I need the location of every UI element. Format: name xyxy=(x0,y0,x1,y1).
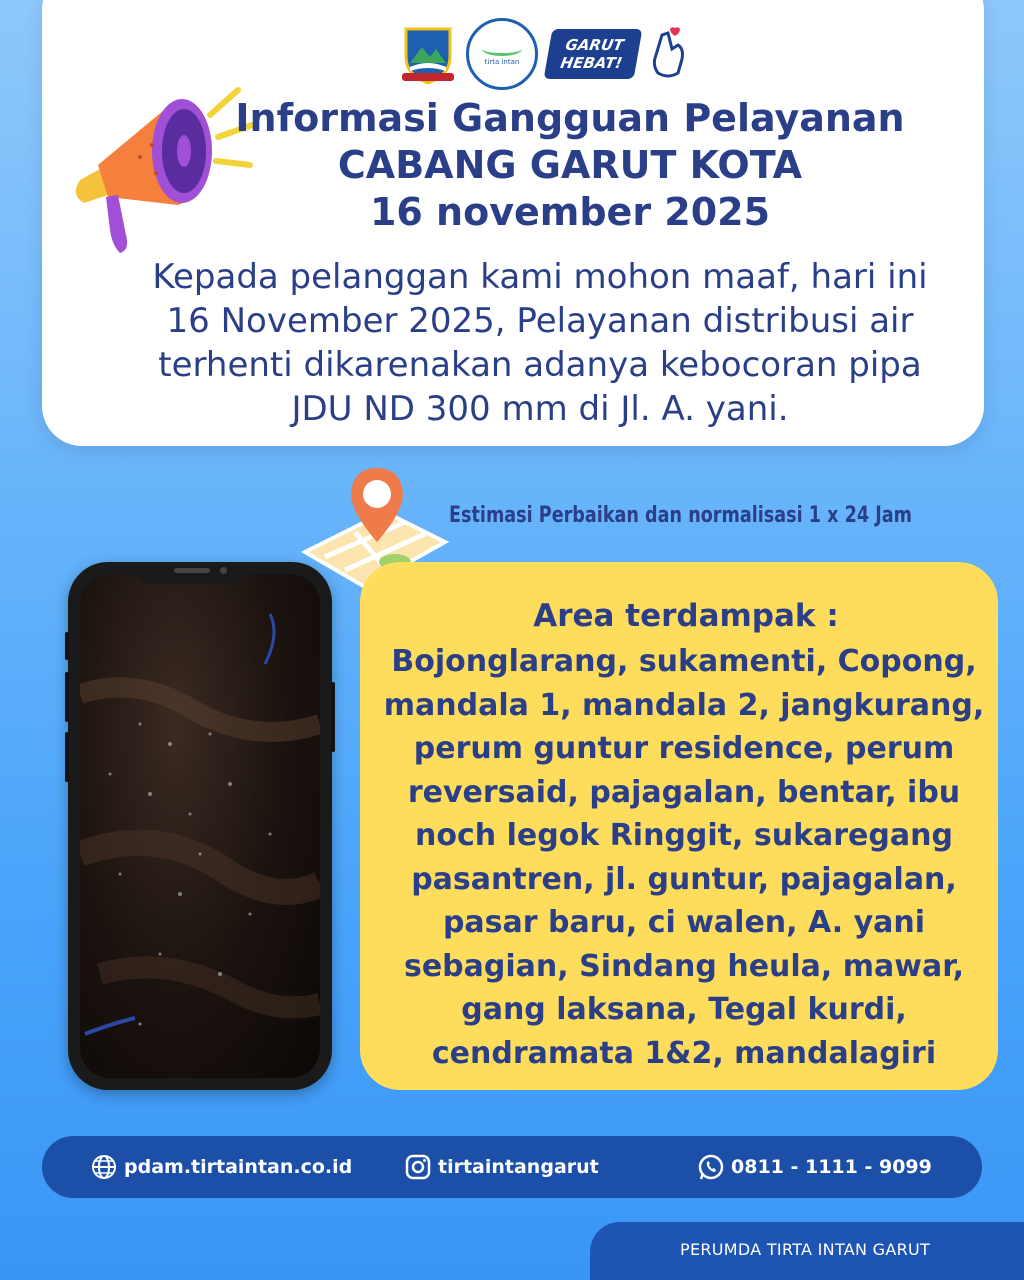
page-title xyxy=(200,95,940,236)
whatsapp-link[interactable] xyxy=(697,1136,932,1198)
contact-bar xyxy=(42,1136,982,1198)
message-line4: JDU ND 300 mm di Jl. A. yani. xyxy=(291,389,789,429)
title-line3: 16 november 2025 xyxy=(369,190,771,234)
area-line: cendramata 1&2, mandalagiri xyxy=(431,1035,937,1071)
area-line: noch legok Ringgit, sukaregang xyxy=(415,818,953,853)
message-line3: terhenti dikarenakan adanya kebocoran pipa xyxy=(158,345,922,385)
garut-hebat-logo xyxy=(544,29,643,79)
instagram-text: tirtaintangarut xyxy=(438,1156,599,1178)
whatsapp-text: 0811 - 1111 - 9099 xyxy=(731,1156,932,1178)
whatsapp-icon xyxy=(697,1153,725,1181)
logo-row xyxy=(400,18,688,90)
area-line: reversaid, pajagalan, bentar, ibu xyxy=(407,774,961,810)
instagram-link[interactable] xyxy=(404,1136,599,1198)
tirta-intan-logo: tirta intan xyxy=(466,18,538,90)
message-line2: 16 November 2025, Pelayanan distribusi air xyxy=(166,301,914,341)
globe-icon xyxy=(90,1153,118,1181)
title-line1: Informasi Gangguan Pelayanan xyxy=(235,96,905,140)
pipe-leak-photo xyxy=(80,574,320,1078)
garut-hebat-line1: GARUT xyxy=(564,36,626,54)
footer-text: PERUMDA TIRTA INTAN GARUT xyxy=(680,1240,931,1259)
area-list xyxy=(382,640,986,1075)
area-line: pasar baru, ci walen, A. yani xyxy=(442,905,926,940)
message-line1: Kepada pelanggan kami mohon maaf, hari ini xyxy=(152,257,928,297)
instagram-icon xyxy=(404,1153,432,1181)
title-line2: CABANG GARUT KOTA xyxy=(337,143,803,187)
website-text: pdam.tirtaintan.co.id xyxy=(124,1156,353,1178)
area-title: Area terdampak : xyxy=(533,598,839,634)
finger-heart-icon xyxy=(648,27,688,81)
area-line: pasantren, jl. guntur, pajagalan, xyxy=(411,861,957,897)
area-line: mandala 1, mandala 2, jangkurang, xyxy=(383,687,985,723)
affected-area-card xyxy=(360,562,998,1090)
announcement-message xyxy=(90,255,990,431)
kabupaten-garut-logo xyxy=(400,23,456,85)
area-line: perum guntur residence, perum xyxy=(413,731,955,766)
website-link[interactable] xyxy=(90,1136,352,1198)
area-line: Bojonglarang, sukamenti, Copong, xyxy=(391,644,977,679)
area-line: sebagian, Sindang heula, mawar, xyxy=(403,948,965,984)
repair-estimate: Estimasi Perbaikan dan normalisasi 1 x 24 Jam xyxy=(449,503,912,528)
garut-hebat-line2: HEBAT! xyxy=(559,54,624,72)
area-line: gang laksana, Tegal kurdi, xyxy=(461,992,907,1027)
phone-mockup xyxy=(68,562,332,1090)
phone-notch xyxy=(136,562,248,584)
footer-banner xyxy=(590,1222,1024,1280)
